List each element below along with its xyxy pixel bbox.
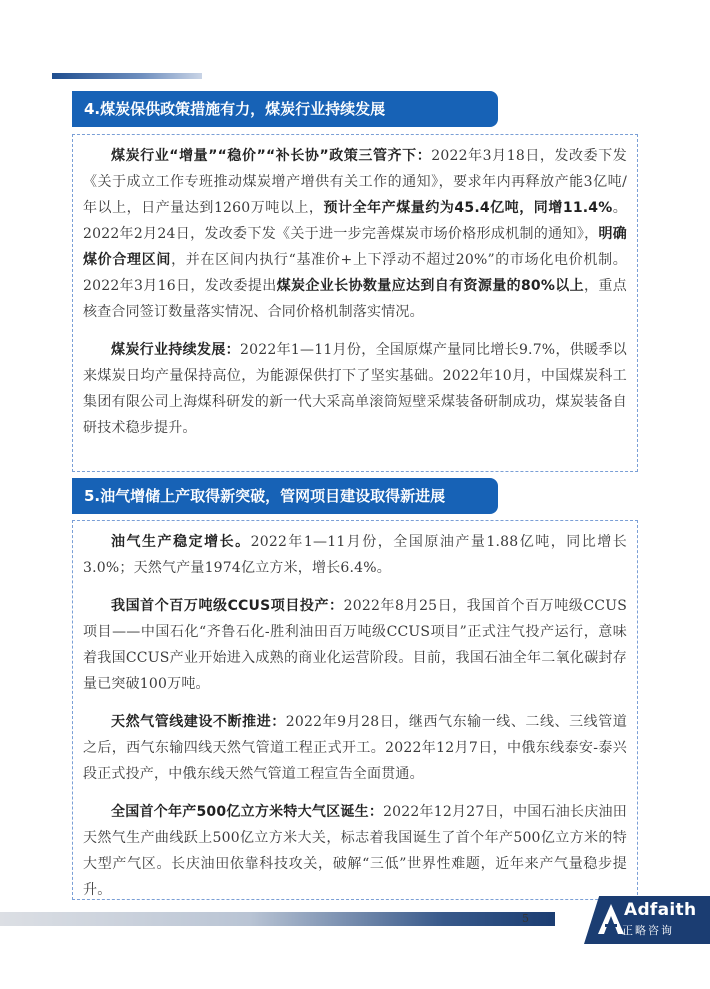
highlight-text: 煤炭企业长协数量应达到自有资源量的80%以上	[276, 278, 585, 294]
page-number: 5	[522, 912, 529, 925]
highlight-text: 预计全年产煤量约为45.4亿吨，同增11.4%	[323, 200, 613, 216]
section-5-content-box	[72, 520, 638, 900]
paragraph-text: 2022年8月25日，我国首个百万吨级CCUS项目——中国石化“齐鲁石化-胜利油田百万吨级CCUS项目”正式注气投产运行，意味着我国CCUS产业开始进入成熟的商业化运营阶段。目前，我国石油全年二氧化碳封存量已突破100万吨。	[83, 598, 628, 692]
paragraph-coal-development	[83, 337, 627, 441]
paragraph-coal-policy	[83, 143, 627, 325]
logo-chinese-text: 正略咨询	[622, 924, 674, 937]
paragraph-lead: 油气生产稳定增长。	[111, 534, 251, 550]
paragraph-text: ，重点核查合同签订数量落实情况、合同价格机制落实情况。	[83, 278, 627, 320]
paragraph-lead: 全国首个年产500亿立方米特大气区诞生：	[111, 804, 384, 820]
paragraph-text: 2022年9月28日，继西气东输一线、二线、三线管道之后，西气东输四线天然气管道工程正式开工。2022年12月7日，中俄东线泰安-泰兴段正式投产，中俄东线天然气管道工程宣告全面贯通。	[83, 714, 627, 782]
paragraph-text: 2022年1—11月份，全国原油产量1.88亿吨，同比增长3.0%；天然气产量1974亿立方米，增长6.4%。	[83, 534, 627, 576]
paragraph-text: ，并在区间内执行“基准价+上下浮动不超过20%”的市场化电价机制。2022年3月16日，发改委提出	[83, 252, 627, 294]
section-4-content-box	[72, 134, 638, 472]
paragraph-text: 2022年1—11月份，全国原煤产量同比增长9.7%，供暖季以来煤炭日均产量保持高位，为能源保供打下了坚实基础。2022年10月，中国煤炭科工集团有限公司上海煤科研发的新一代大采高单滚筒短壁采煤装备研制成功，煤炭装备自研技术稳步提升。	[83, 342, 627, 436]
logo-text: Adfaith	[624, 900, 697, 920]
paragraph-text: 2022年12月27日，中国石油长庆油田天然气生产曲线跃上500亿立方米大关，标志着我国诞生了首个年产500亿立方米的特大型产气区。长庆油田依靠科技攻关，破解“三低”世界性难题，近年来产气量稳步提升。	[83, 804, 627, 898]
paragraph-text: 2022年3月18日，发改委下发《关于成立工作专班推动煤炭增产增供有关工作的通知》，要求年内再释放产能3亿吨/年以上，日产量达到1260万吨以上，	[83, 148, 627, 216]
paragraph-lead: 煤炭行业“增量”“稳价”“补长协”政策三管齐下：	[111, 148, 432, 164]
paragraph-lead: 天然气管线建设不断推进：	[111, 714, 286, 730]
paragraph-gas-field	[83, 799, 627, 903]
section-4-title: 4.煤炭保供政策措施有力，煤炭行业持续发展	[72, 91, 498, 127]
paragraph-oil-gas-production	[83, 529, 627, 581]
top-decorative-bar	[52, 73, 202, 79]
paragraph-ccus	[83, 593, 627, 697]
paragraph-text: 。2022年2月24日，发改委下发《关于进一步完善煤炭市场价格形成机制的通知》，	[83, 200, 628, 242]
paragraph-gas-pipeline	[83, 709, 627, 787]
highlight-text: 明确煤价合理区间	[83, 226, 627, 268]
paragraph-lead: 煤炭行业持续发展：	[111, 342, 241, 358]
section-5-title: 5.油气增储上产取得新突破，管网项目建设取得新进展	[72, 478, 498, 514]
paragraph-lead: 我国首个百万吨级CCUS项目投产：	[111, 598, 344, 614]
footer-decorative-bar	[0, 912, 555, 926]
